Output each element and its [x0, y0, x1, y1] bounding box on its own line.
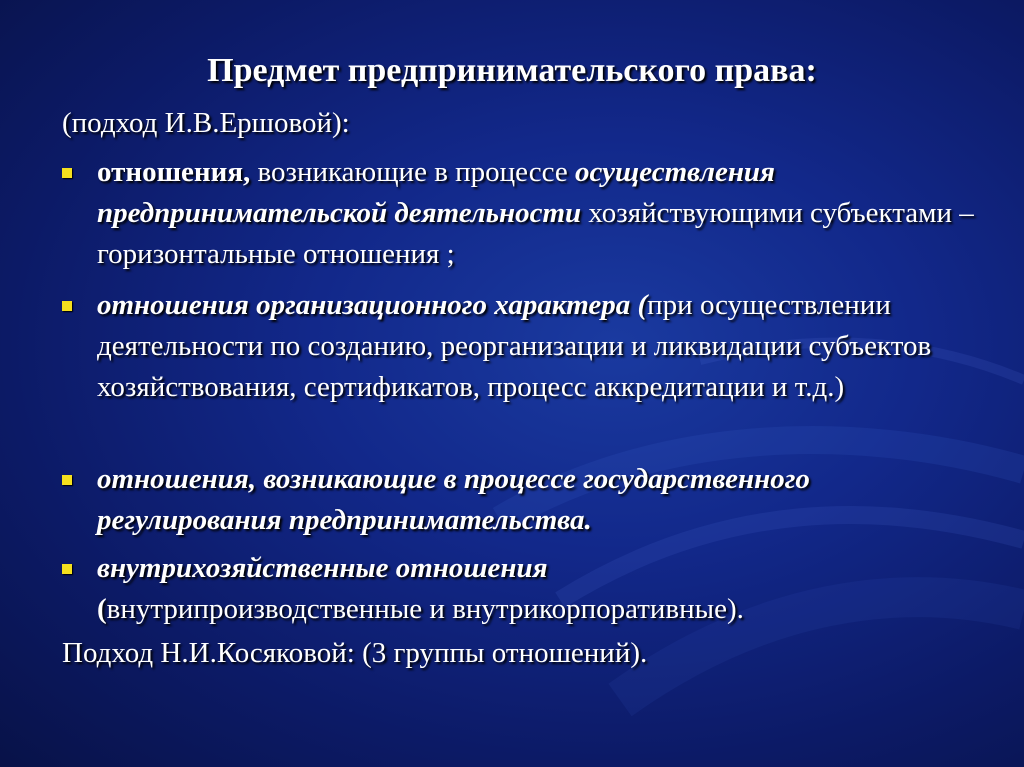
- bullet-marker: [62, 168, 72, 178]
- item-lead: внутрихозяйственные отношения: [97, 552, 548, 584]
- item-emphasis: осуществления предпринимательской деятельности: [97, 156, 775, 229]
- intro-line: (подход И.В.Ершовой):: [62, 107, 350, 139]
- item-text: возникающие в процессе: [250, 156, 575, 188]
- bullet-marker: [62, 475, 72, 485]
- item-text: внутрипроизводственные и внутрикорпоративные).: [106, 593, 744, 625]
- item-lead: отношения организационного характера (: [97, 289, 648, 321]
- outro-line: Подход Н.И.Косяковой: (3 группы отношений).: [62, 637, 648, 669]
- item-paren: (: [97, 593, 107, 625]
- item-lead: отношения, возникающие в процессе государственного регулирования предпринимательства.: [97, 463, 810, 536]
- list-item: [97, 152, 977, 275]
- list-item: [97, 285, 977, 408]
- item-text: хозяйствующими субъектами – горизонтальные отношения ;: [97, 197, 974, 270]
- bullet-marker: [62, 301, 72, 311]
- slide-title: Предмет предпринимательского права:: [207, 52, 817, 89]
- item-lead: отношения,: [97, 156, 251, 188]
- list-item: [97, 459, 977, 541]
- item-text: при осуществлении деятельности по созданию, реорганизации и ликвидации субъектов хозяйствования, сертификатов, процесс аккредитации и т.д.): [97, 289, 932, 403]
- bullet-marker: [62, 564, 72, 574]
- list-item: [97, 548, 977, 630]
